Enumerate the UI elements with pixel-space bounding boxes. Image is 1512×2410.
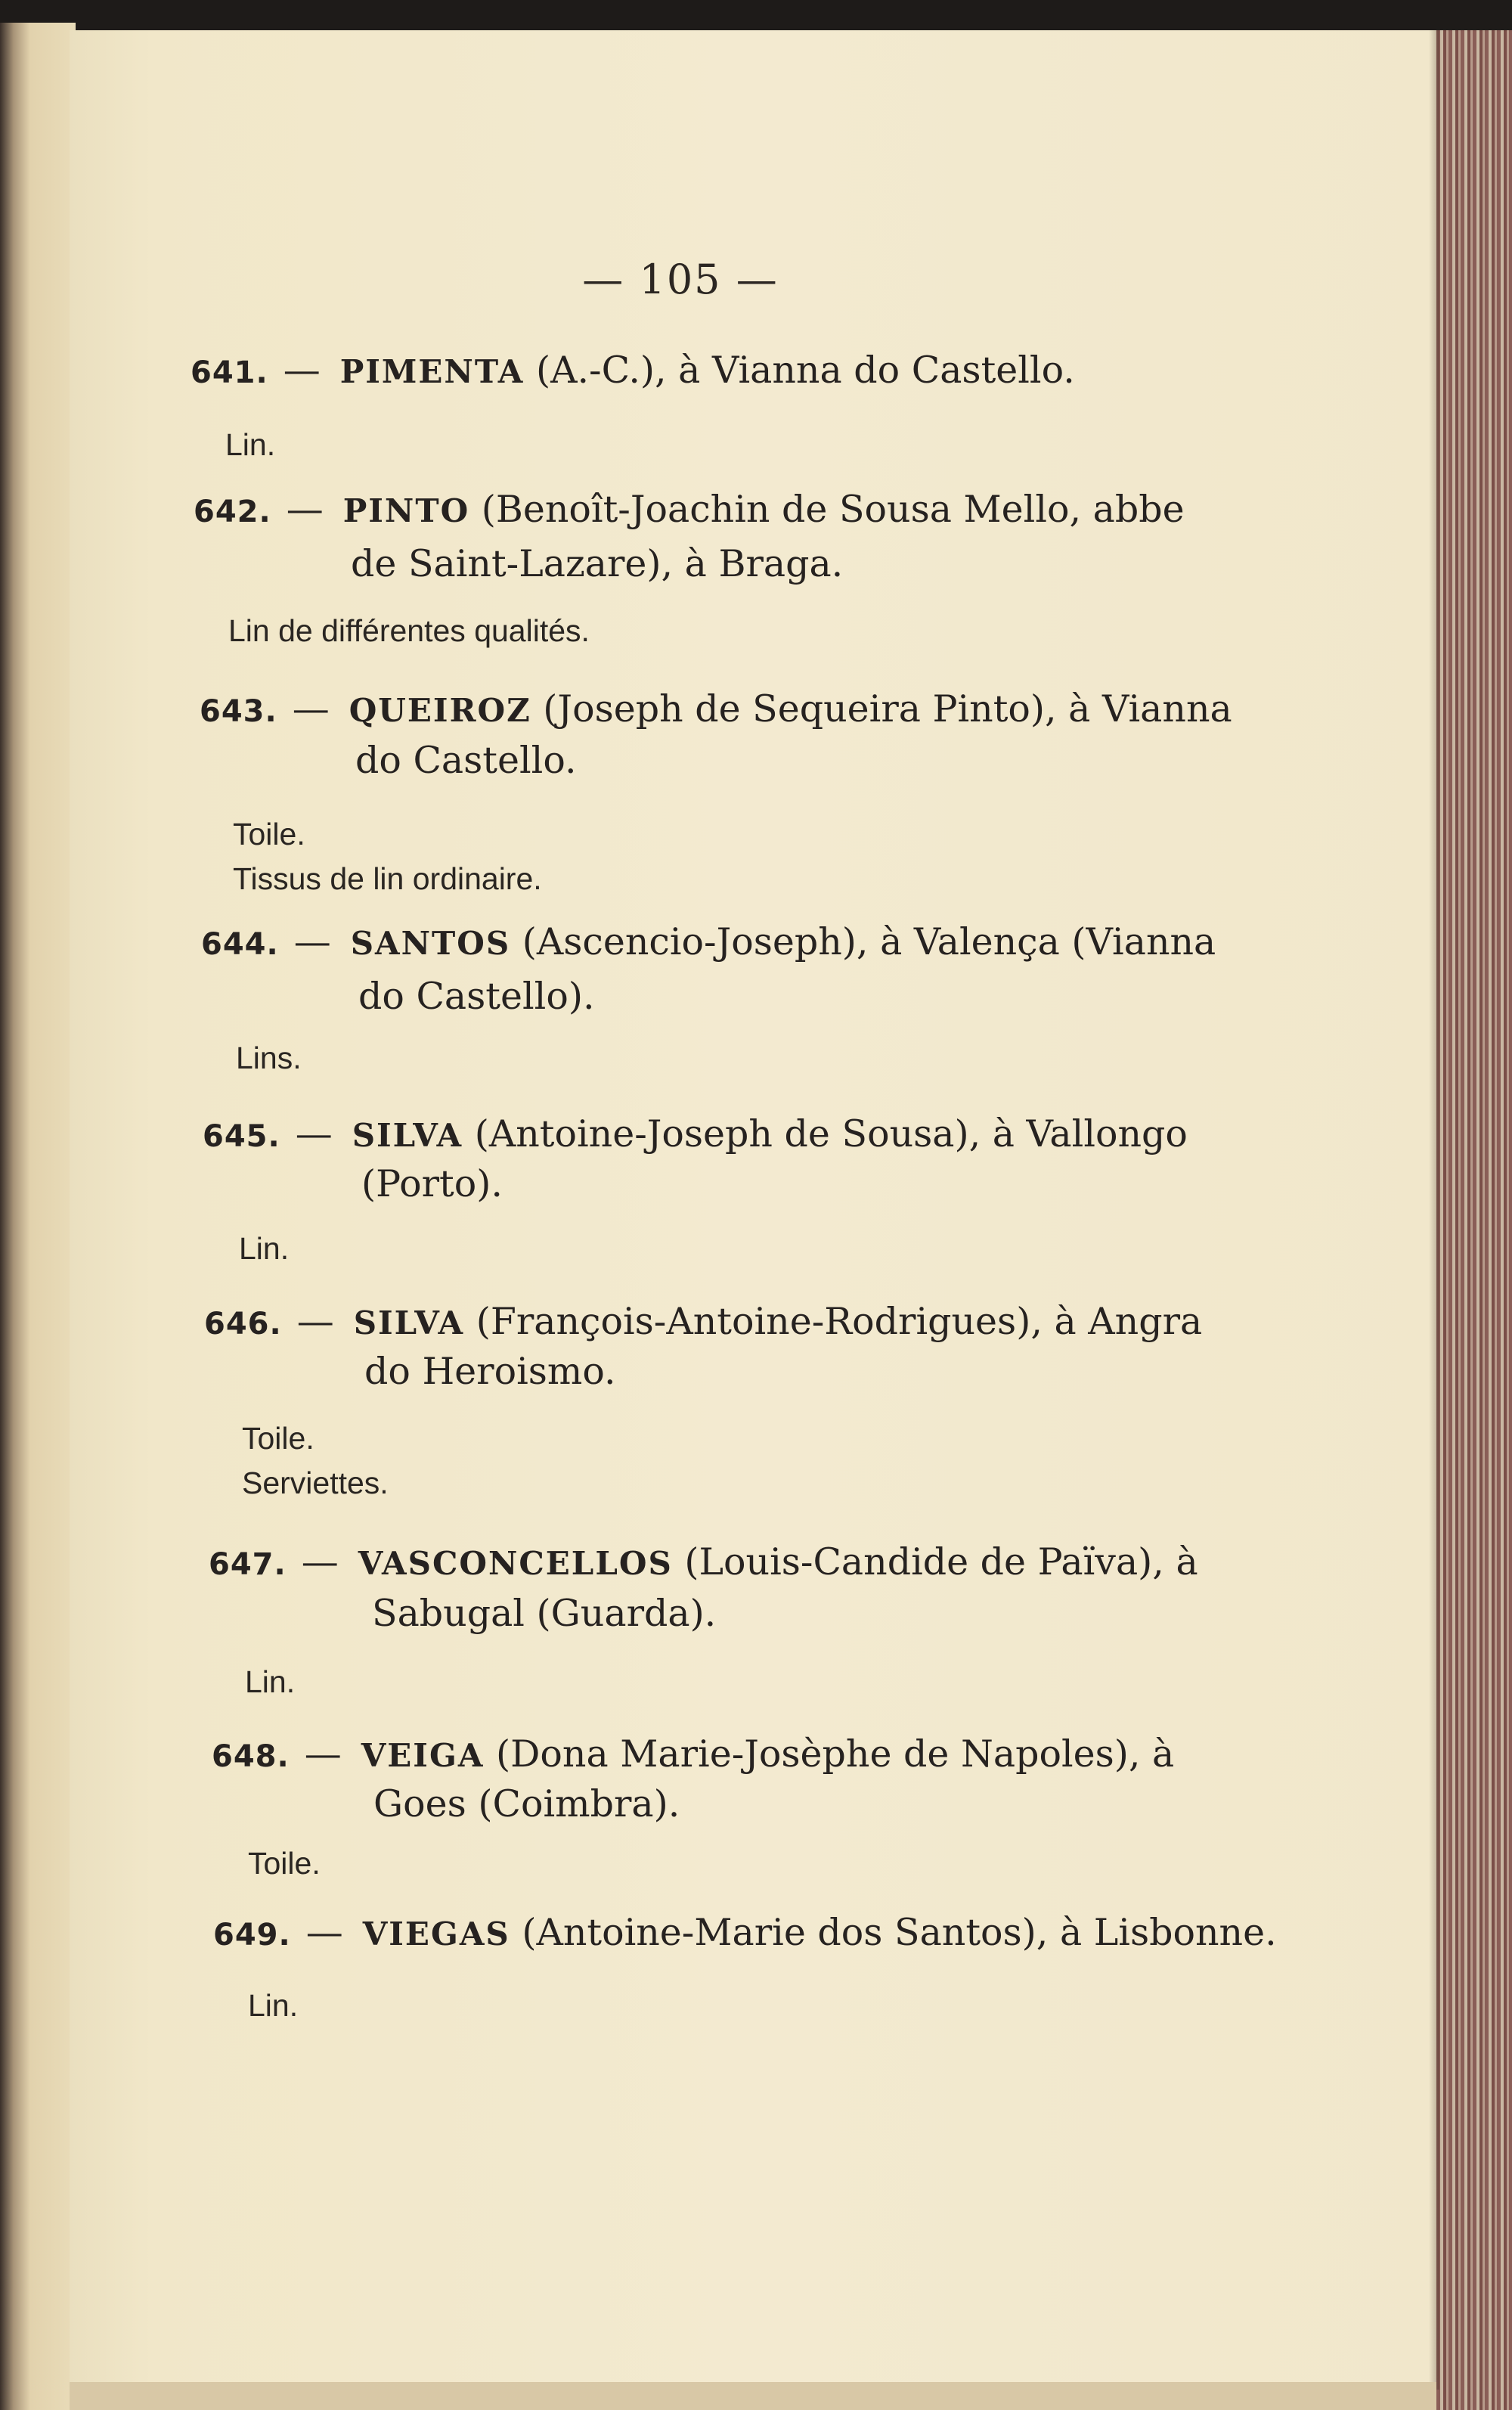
entry-645-product-1: Lin. — [239, 1231, 290, 1266]
entry-details: (Dona Marie-Josèphe de Napoles), à — [484, 1732, 1175, 1776]
entry-dash: — — [296, 1300, 334, 1343]
entry-648-product-1: Toile. — [248, 1846, 321, 1881]
page-edges — [1436, 30, 1512, 2410]
entry-details: (Joseph de Sequeira Pinto), à Vianna — [531, 687, 1232, 730]
entry-number: 642. — [194, 495, 271, 529]
entry-number: 649. — [213, 1918, 291, 1953]
entry-dash: — — [283, 349, 321, 392]
entry-649-heading — [213, 1906, 1277, 1962]
page-bottom-edge — [70, 2382, 1436, 2410]
entry-643-continuation: do Castello. — [355, 739, 577, 782]
entry-dash: — — [295, 1112, 333, 1155]
entry-643-heading — [200, 682, 1232, 739]
entry-name: SANTOS — [350, 925, 511, 962]
entry-details: (Antoine-Marie dos Santos), à Lisbonne. — [510, 1911, 1277, 1954]
entry-name: VASCONCELLOS — [358, 1545, 673, 1582]
entry-647-product-1: Lin. — [245, 1664, 296, 1699]
entry-name: VEIGA — [361, 1737, 485, 1774]
entry-name: QUEIROZ — [349, 692, 531, 729]
entry-644-heading — [201, 915, 1216, 972]
entry-number: 643. — [200, 694, 277, 729]
entry-details: (François-Antoine-Rodrigues), à Angra — [464, 1300, 1203, 1343]
entry-name: SILVA — [353, 1304, 465, 1341]
entry-648-continuation: Goes (Coimbra). — [373, 1782, 680, 1825]
entry-641-product-1: Lin. — [225, 427, 276, 462]
entry-643-product-2: Tissus de lin ordinaire. — [233, 861, 542, 896]
entry-number: 644. — [201, 927, 279, 962]
entry-642-heading — [194, 482, 1185, 539]
entry-details: (Louis-Candide de Païva), à — [672, 1540, 1198, 1583]
entry-dash: — — [293, 920, 331, 963]
entry-649-product-1: Lin. — [248, 1988, 299, 2023]
entry-details: (A.-C.), à Vianna do Castello. — [524, 349, 1075, 392]
entry-number: 645. — [203, 1119, 280, 1154]
entry-646-product-1: Toile. — [242, 1421, 314, 1456]
entry-646-heading — [204, 1295, 1202, 1351]
entry-646-product-2: Serviettes. — [242, 1466, 389, 1500]
entry-647-continuation: Sabugal (Guarda). — [372, 1592, 717, 1635]
entry-details: (Antoine-Joseph de Sousa), à Vallongo — [463, 1112, 1188, 1155]
entry-details: (Ascencio-Joseph), à Valença (Vianna — [510, 920, 1216, 963]
entry-641-heading — [191, 343, 1075, 400]
book-gutter — [0, 23, 76, 2410]
entry-name: VIEGAS — [362, 1915, 510, 1953]
entry-dash: — — [305, 1911, 343, 1954]
entry-648-heading — [212, 1727, 1174, 1784]
entry-name: PINTO — [342, 492, 470, 529]
entry-642-continuation: de Saint-Lazare), à Braga. — [351, 542, 844, 585]
page-edge-shadow — [1429, 30, 1439, 2390]
entry-dash: — — [301, 1540, 339, 1583]
entry-dash: — — [292, 687, 330, 730]
entry-number: 646. — [204, 1307, 282, 1341]
entry-number: 648. — [212, 1739, 290, 1774]
page-number: — 105 — — [582, 256, 779, 303]
entry-details: (Benoît-Joachin de Sousa Mello, abbe — [469, 488, 1185, 531]
entry-dash: — — [286, 488, 324, 531]
entry-642-product-1: Lin de différentes qualités. — [228, 613, 590, 648]
entry-dash: — — [304, 1732, 342, 1776]
entry-645-continuation: (Porto). — [361, 1162, 503, 1205]
entry-647-heading — [209, 1535, 1198, 1592]
entry-645-heading — [203, 1107, 1188, 1164]
entry-name: SILVA — [352, 1117, 463, 1154]
entry-name: PIMENTA — [339, 353, 525, 390]
entry-646-continuation: do Heroismo. — [364, 1350, 616, 1393]
entry-644-continuation: do Castello). — [358, 975, 595, 1018]
entry-number: 641. — [191, 355, 268, 390]
entry-643-product-1: Toile. — [233, 817, 305, 851]
entry-number: 647. — [209, 1547, 287, 1582]
entry-644-product-1: Lins. — [236, 1041, 302, 1075]
